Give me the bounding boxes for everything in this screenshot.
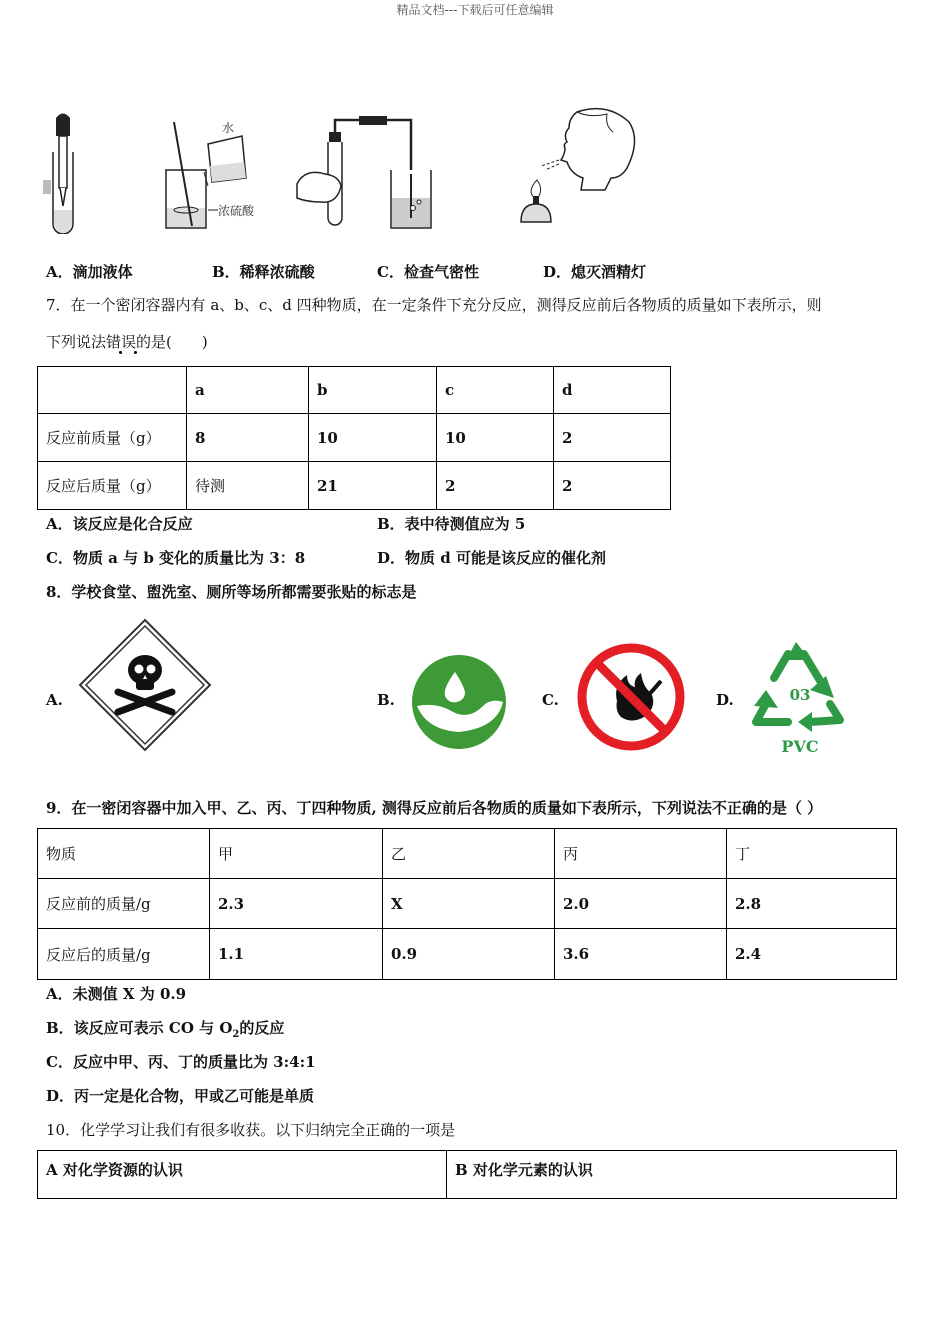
recycle-number: 03	[789, 686, 811, 704]
q7-stem-line2: 下列说法错误的是( )	[46, 333, 208, 351]
q8-stem: 8．学校食堂、盥洗室、厕所等场所都需要张贴的标志是	[46, 583, 417, 601]
q6-option-b: B．稀释浓硫酸	[212, 263, 315, 281]
q9-option-b: B．该反应可表示 CO 与 $O_2$的反应	[46, 1019, 285, 1040]
pvc-label: PVC	[781, 737, 819, 756]
q9-option-a: A．未测值 X 为 0.9	[46, 985, 187, 1003]
q7-option-a: A．该反应是化合反应	[46, 515, 193, 533]
table-row-label: 反应前的质量/g	[38, 879, 210, 929]
q9-stem: 9．在一密闭容器中加入甲、乙、丙、丁四种物质, 测得反应前后各物质的质量如下表所示，下列说法不正确的是（ ）	[46, 799, 823, 817]
water-label: 水	[222, 121, 235, 135]
dropper-test-tube-figure	[42, 112, 82, 234]
emphasis-word: 错误	[106, 333, 137, 351]
q8-label-c: C.	[542, 691, 559, 709]
water-saving-sign-icon	[411, 654, 507, 750]
q9-option-c: C．反应中甲、丙、丁的质量比为 3:4:1	[46, 1053, 316, 1071]
q6-option-d: D．熄灭酒精灯	[543, 263, 647, 281]
q9-option-d: D．丙一定是化合物，甲或乙可能是单质	[46, 1087, 315, 1105]
diluting-acid-figure	[160, 116, 270, 234]
q10-table: A 对化学资源的认识 B 对化学元素的认识	[37, 1150, 897, 1199]
table-row-label: 反应前质量（g）	[38, 414, 187, 462]
airtightness-figure	[295, 114, 445, 236]
extinguish-lamp-figure	[515, 104, 640, 234]
table-row-label: 反应后质量（g）	[38, 462, 187, 510]
table-row-label: 反应后的质量/g	[38, 929, 210, 980]
q8-label-a: A.	[46, 691, 63, 709]
page-header: 精品文档---下载后可任意编辑	[396, 3, 554, 17]
q7-option-b: B．表中待测值应为 5	[377, 515, 526, 533]
q7-stem-line1: 7．在一个密闭容器内有 a、b、c、d 四种物质，在一定条件下充分反应，测得反应前后各物质的质量如下表所示，则	[46, 296, 822, 314]
acid-label: 浓硫酸	[218, 204, 255, 218]
q8-label-d: D.	[716, 691, 734, 709]
poison-sign-icon	[78, 618, 212, 752]
q8-label-b: B.	[377, 691, 395, 709]
q7-option-d: D．物质 d 可能是该反应的催化剂	[377, 549, 606, 567]
q7-table: a b c d 反应前质量（g） 8 10 10 2 反应后质量（g） 待测 21 2 2	[37, 366, 671, 510]
no-fire-sign-icon	[577, 643, 685, 751]
recycle-pvc-icon	[744, 638, 854, 756]
q7-option-c: C．物质 a 与 b 变化的质量比为 3：8	[46, 549, 306, 567]
q9-table: 物质 甲 乙 丙 丁 反应前的质量/g 2.3 X 2.0 2.8 反应后的质量/g 1.1 0.9 3.6 2.4	[37, 828, 897, 980]
q10-stem: 10．化学学习让我们有很多收获。以下归纳完全正确的一项是	[46, 1121, 456, 1139]
q6-option-a: A．滴加液体	[46, 263, 133, 281]
q6-option-c: C．检查气密性	[377, 263, 479, 281]
